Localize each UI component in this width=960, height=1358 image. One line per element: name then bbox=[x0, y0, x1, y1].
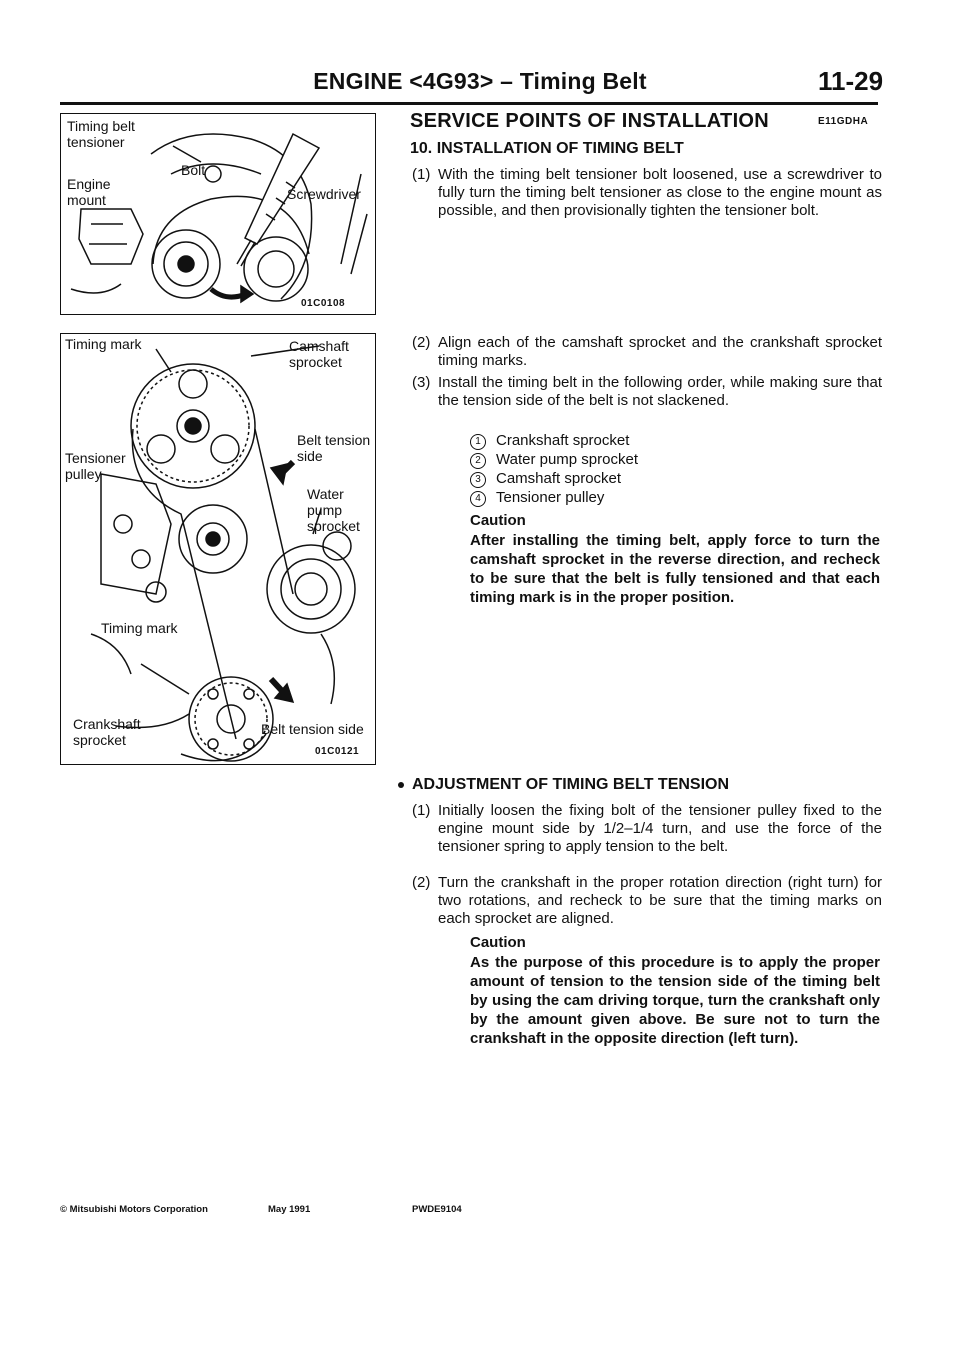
subsection-title: 10. INSTALLATION OF TIMING BELT bbox=[410, 140, 684, 157]
bullet-icon bbox=[398, 782, 404, 788]
caution-heading: Caution bbox=[470, 934, 526, 951]
step-number: (2) bbox=[412, 334, 431, 351]
label-crankshaft-sprocket: Crankshaft sprocket bbox=[73, 716, 141, 748]
label-water-pump-sprocket: Water pump sprocket bbox=[307, 486, 360, 534]
timing-belt-illustration bbox=[61, 334, 375, 764]
order-item bbox=[470, 470, 621, 488]
label-belt-tension-side-bottom: Belt tension side bbox=[261, 721, 364, 737]
install-step-3 bbox=[412, 374, 882, 410]
caution-text: As the purpose of this procedure is to apply the proper amount of tension to the tension side of the timing belt by using the cam driving torque, turn the crankshaft only by the amount given above. Be sure not to turn the crankshaft in the opposite direction (left turn). bbox=[470, 954, 880, 1047]
order-number: 2 bbox=[470, 453, 486, 469]
caution-heading: Caution bbox=[470, 512, 526, 529]
label-belt-tension-side: Belt tension side bbox=[297, 432, 371, 464]
figure-timing-belt-layout bbox=[60, 333, 376, 765]
order-item bbox=[470, 489, 604, 507]
footer-copyright: © Mitsubishi Motors Corporation bbox=[60, 1204, 208, 1215]
order-number: 4 bbox=[470, 491, 486, 507]
section-code: E11GDHA bbox=[818, 116, 869, 127]
order-text: Water pump sprocket bbox=[496, 451, 638, 468]
label-camshaft-sprocket: Camshaft sprocket bbox=[289, 338, 349, 370]
step-number: (1) bbox=[412, 166, 431, 183]
order-item bbox=[470, 451, 638, 469]
install-step-1 bbox=[412, 166, 882, 220]
step-number: (2) bbox=[412, 874, 431, 891]
label-bolt: Bolt bbox=[181, 162, 206, 178]
step-text: With the timing belt tensioner bolt loosened, use a screwdriver to fully turn the timing belt tensioner as close to the engine mount as possible, and then provisionally tighten the tensioner bolt. bbox=[438, 166, 882, 219]
order-text: Camshaft sprocket bbox=[496, 470, 622, 487]
label-tensioner-pulley: Tensioner pulley bbox=[65, 450, 126, 482]
header-rule bbox=[60, 102, 878, 105]
label-timing-mark-top: Timing mark bbox=[65, 336, 142, 352]
page-number: 11-29 bbox=[818, 66, 884, 96]
order-text: Crankshaft sprocket bbox=[496, 432, 630, 449]
order-number: 3 bbox=[470, 472, 486, 488]
step-text: Align each of the camshaft sprocket and the crankshaft sprocket timing marks. bbox=[438, 334, 882, 369]
adjustment-title: ADJUSTMENT OF TIMING BELT TENSION bbox=[412, 776, 730, 793]
adjust-step-2 bbox=[412, 874, 882, 928]
section-title: SERVICE POINTS OF INSTALLATION bbox=[410, 110, 770, 132]
order-text: Tensioner pulley bbox=[496, 489, 605, 506]
step-text: Turn the crankshaft in the proper rotation direction (right turn) for two rotations, and recheck to be sure that the timing marks on each sprocket are aligned. bbox=[438, 874, 882, 927]
order-number: 1 bbox=[470, 434, 486, 450]
step-text: Initially loosen the fixing bolt of the tensioner pulley fixed to the engine mount side by 1/2–1/4 turn, and use the force of the tensioner spring to apply tension to the belt. bbox=[438, 802, 882, 855]
footer-date: May 1991 bbox=[268, 1204, 311, 1215]
step-number: (1) bbox=[412, 802, 431, 819]
label-timing-mark-bottom: Timing mark bbox=[101, 620, 178, 636]
caution-text: After installing the timing belt, apply force to turn the camshaft sprocket in the reverse direction, and recheck to be sure that the belt is fully tensioned and that each timing mark is in the proper position. bbox=[470, 532, 880, 606]
label-engine-mount: Engine mount bbox=[67, 176, 111, 208]
install-step-2 bbox=[412, 334, 882, 370]
step-text: Install the timing belt in the following order, while making sure that the tension side of the belt is not slackened. bbox=[438, 374, 882, 409]
figure-tensioner-screwdriver bbox=[60, 113, 376, 315]
figure-code: 01C0108 bbox=[301, 298, 346, 309]
label-screwdriver: Screwdriver bbox=[287, 186, 361, 202]
page-title: ENGINE <4G93> – Timing Belt bbox=[313, 68, 647, 94]
step-number: (3) bbox=[412, 374, 431, 391]
footer-code: PWDE9104 bbox=[412, 1204, 462, 1215]
label-timing-belt-tensioner: Timing belt tensioner bbox=[67, 118, 135, 150]
adjust-step-1 bbox=[412, 802, 882, 856]
page-header bbox=[0, 0, 960, 100]
figure-code: 01C0121 bbox=[315, 746, 360, 757]
order-item bbox=[470, 432, 629, 450]
